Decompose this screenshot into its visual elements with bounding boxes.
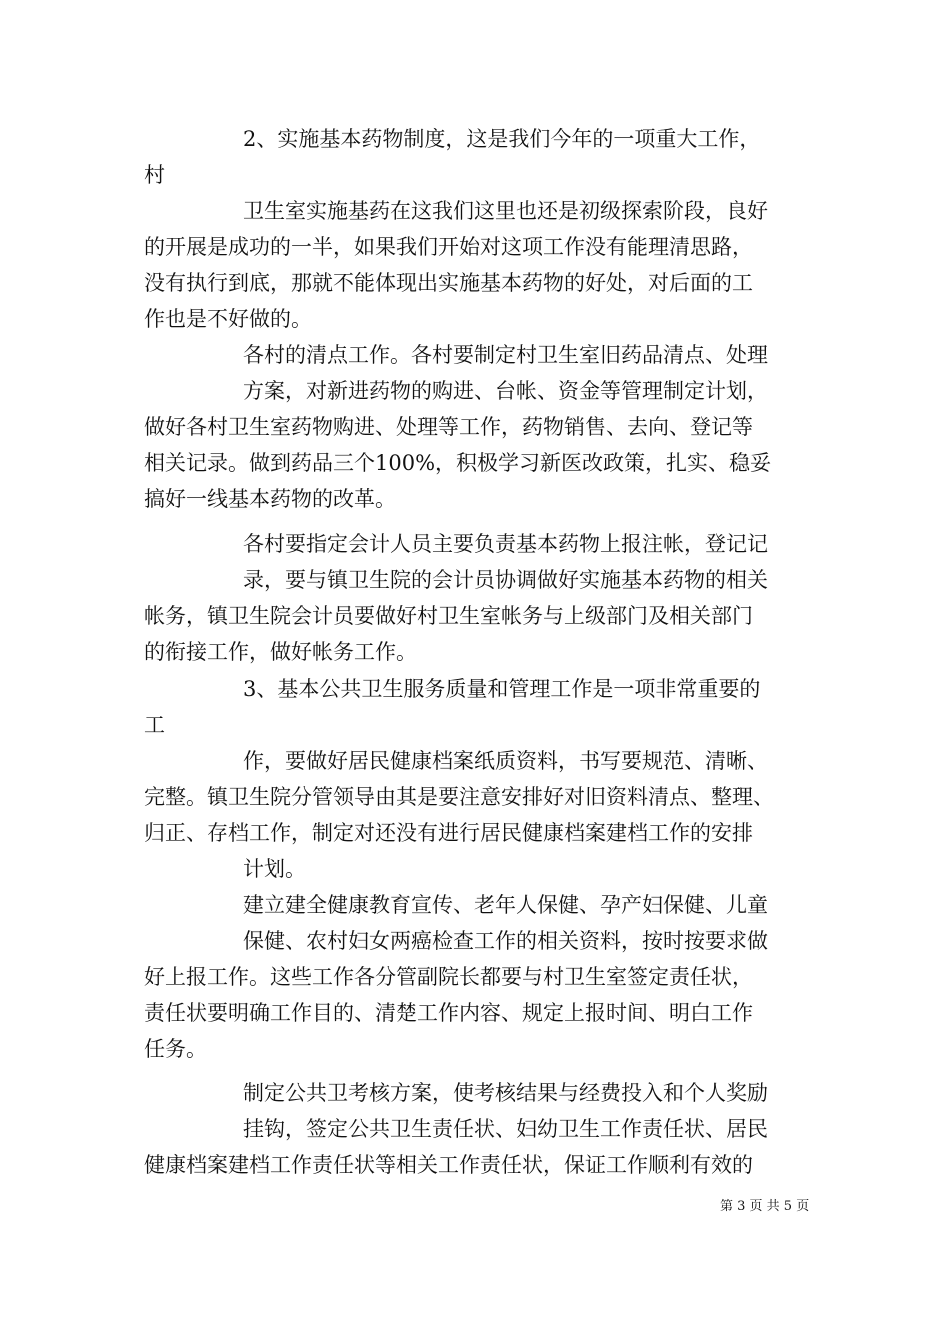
- text-line: 归正、存档工作，制定对还没有进行居民健康档案建档工作的安排: [144, 821, 753, 845]
- text-line: 任务。: [144, 1037, 207, 1061]
- text-line: 健康档案建档工作责任状等相关工作责任状，保证工作顺利有效的: [144, 1153, 753, 1177]
- text-line: 的衔接工作，做好帐务工作。: [144, 640, 417, 664]
- text-line: 制定公共卫考核方案，使考核结果与经费投入和个人奖励: [243, 1081, 768, 1105]
- text-line: 挂钩，签定公共卫生责任状、妇幼卫生工作责任状、居民: [243, 1117, 768, 1141]
- text-line: 工: [144, 713, 165, 737]
- text-line: 作，要做好居民健康档案纸质资料，书写要规范、清晰、: [243, 749, 768, 773]
- text-line: 的开展是成功的一半，如果我们开始对这项工作没有能理清思路，: [144, 235, 753, 259]
- text-line: 相关记录。做到药品三个100%，积极学习新医改政策，扎实、稳妥: [144, 451, 772, 475]
- text-line: 保健、农村妇女两癌检查工作的相关资料，按时按要求做: [243, 929, 768, 953]
- text-line: 做好各村卫生室药物购进、处理等工作，药物销售、去向、登记等: [144, 415, 753, 439]
- text-line: 作也是不好做的。: [144, 307, 312, 331]
- text-line: 好上报工作。这些工作各分管副院长都要与村卫生室签定责任状，: [144, 965, 753, 989]
- text-line: 村: [144, 163, 165, 187]
- text-line: 各村要指定会计人员主要负责基本药物上报注帐，登记记: [243, 532, 768, 556]
- text-line: 责任状要明确工作目的、清楚工作内容、规定上报时间、明白工作: [144, 1001, 753, 1025]
- text-line: 卫生室实施基药在这我们这里也还是初级探索阶段，良好: [243, 199, 768, 223]
- text-line: 完整。镇卫生院分管领导由其是要注意安排好对旧资料清点、整理、: [144, 785, 774, 809]
- text-line: 帐务，镇卫生院会计员要做好村卫生室帐务与上级部门及相关部门: [144, 604, 753, 628]
- text-line: 计划。: [243, 857, 306, 881]
- text-line: 搞好一线基本药物的改革。: [144, 487, 396, 511]
- page-number: 第 3 页 共 5 页: [720, 1199, 810, 1214]
- text-line: 录，要与镇卫生院的会计员协调做好实施基本药物的相关: [243, 568, 768, 592]
- text-line: 各村的清点工作。各村要制定村卫生室旧药品清点、处理: [243, 343, 768, 367]
- text-line: 没有执行到底，那就不能体现出实施基本药物的好处，对后面的工: [144, 271, 753, 295]
- text-line: 3、基本公共卫生服务质量和管理工作是一项非常重要的: [243, 677, 761, 701]
- text-line: 建立建全健康教育宣传、老年人保健、孕产妇保健、儿童: [243, 893, 768, 917]
- text-line: 2、实施基本药物制度，这是我们今年的一项重大工作，: [243, 127, 761, 151]
- text-line: 方案，对新进药物的购进、台帐、资金等管理制定计划，: [243, 379, 768, 403]
